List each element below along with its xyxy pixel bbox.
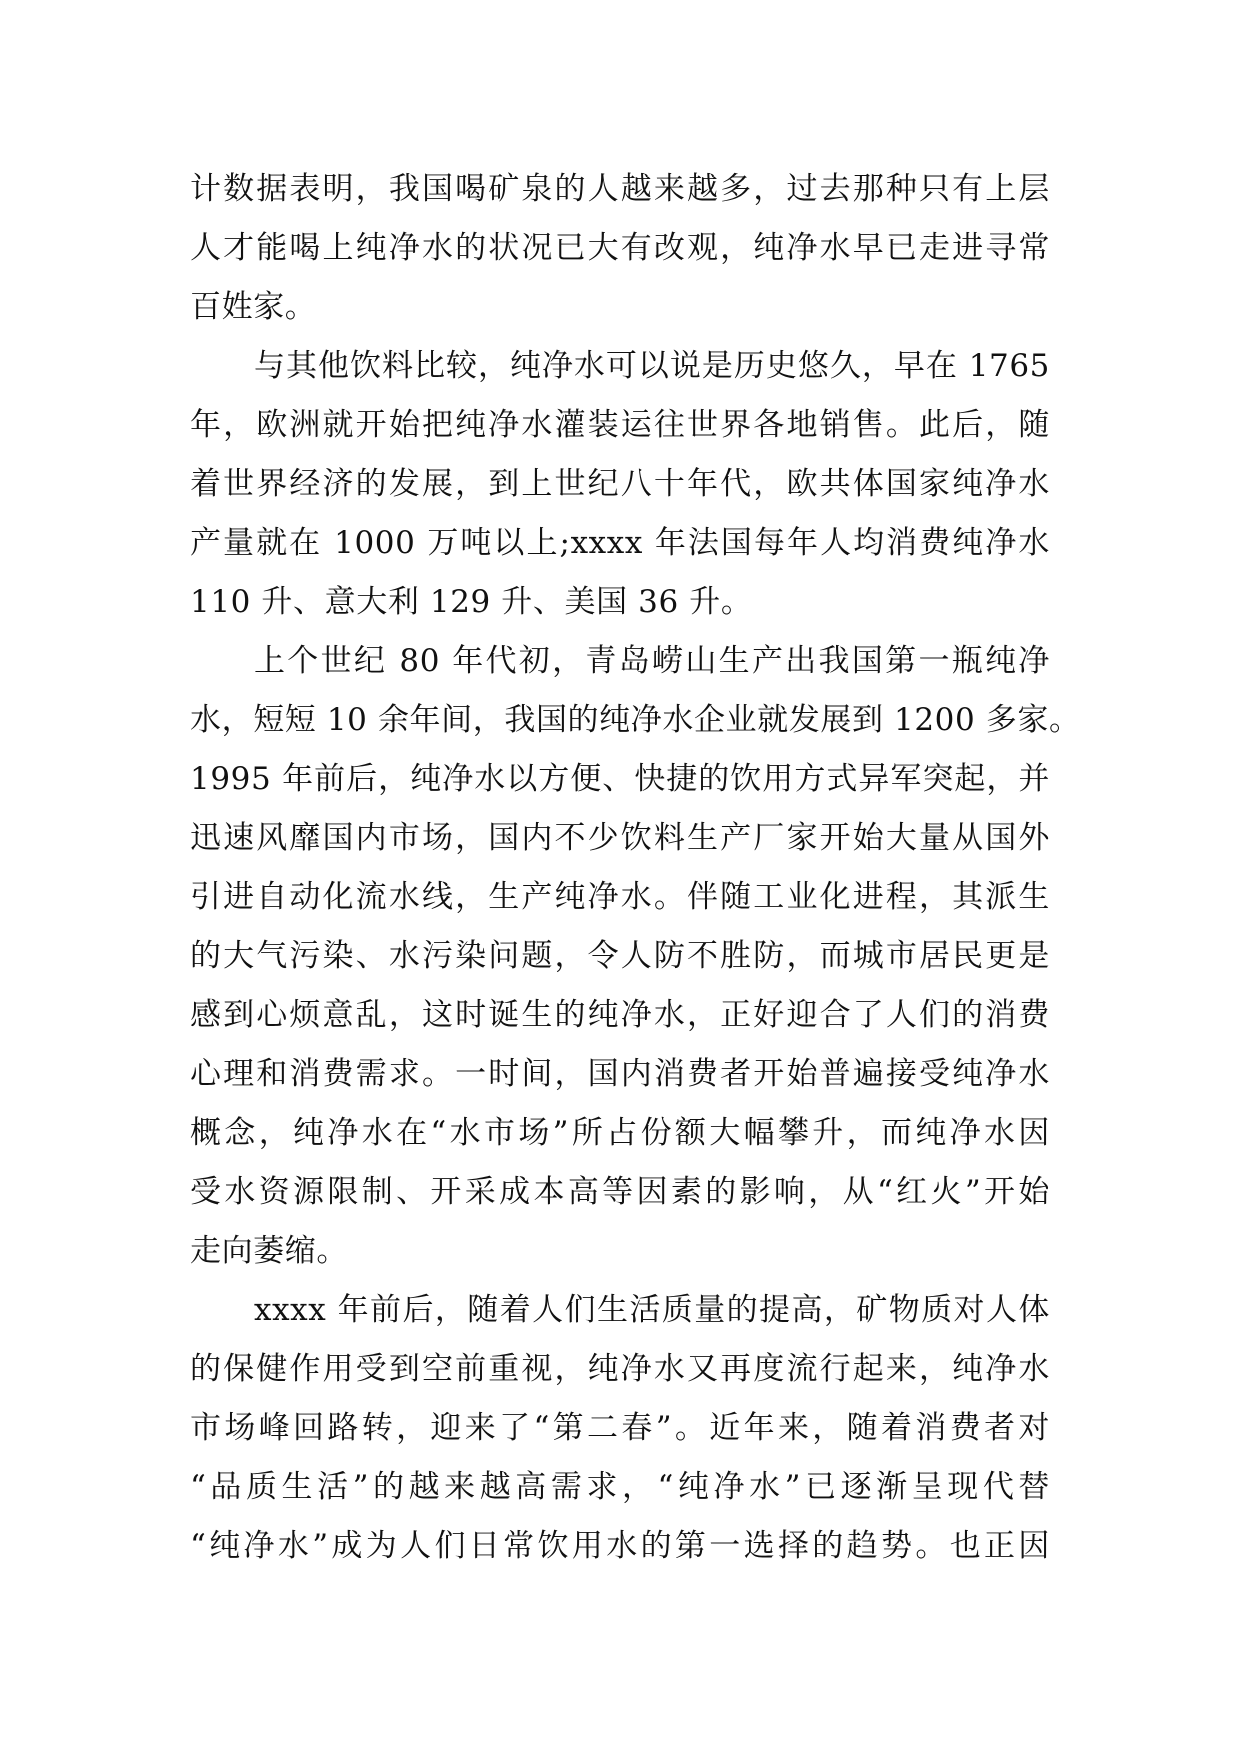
text-line: 1995 年前后，纯净水以方便、快捷的饮用方式异军突起，并 [190,761,1050,797]
text-line: 水，短短 10 余年间，我国的纯净水企业就发展到 1200 多家。 [190,702,1081,738]
paragraph-start-line: xxxx 年前后，随着人们生活质量的提高，矿物质对人体 [254,1292,1050,1328]
text-line: 着世界经济的发展，到上世纪八十年代，欧共体国家纯净水 [190,466,1050,502]
text-line: 人才能喝上纯净水的状况已大有改观，纯净水早已走进寻常 [190,230,1050,266]
text-line: 走向萎缩。 [190,1233,348,1269]
text-line: 百姓家。 [190,289,317,325]
text-line: 迅速风靡国内市场，国内不少饮料生产厂家开始大量从国外 [190,820,1050,856]
text-line: 计数据表明，我国喝矿泉的人越来越多，过去那种只有上层 [190,171,1050,207]
text-line: 概念，纯净水在“水市场”所占份额大幅攀升，而纯净水因 [190,1115,1050,1151]
text-line: 市场峰回路转，迎来了“第二春”。近年来，随着消费者对 [190,1410,1050,1446]
text-line: 产量就在 1000 万吨以上;xxxx 年法国每年人均消费纯净水 [190,525,1050,561]
text-line: 的大气污染、水污染问题，令人防不胜防，而城市居民更是 [190,938,1050,974]
text-line: 引进自动化流水线，生产纯净水。伴随工业化进程，其派生 [190,879,1050,915]
text-line: 心理和消费需求。一时间，国内消费者开始普遍接受纯净水 [190,1056,1050,1092]
document-body [190,160,1081,1576]
text-line: 受水资源限制、开采成本高等因素的影响，从“红火”开始 [190,1174,1050,1210]
text-line: “品质生活”的越来越高需求，“纯净水”已逐渐呈现代替 [190,1469,1050,1505]
paragraph-start-line: 上个世纪 80 年代初，青岛崂山生产出我国第一瓶纯净 [254,643,1050,679]
text-line: 年，欧洲就开始把纯净水灌装运往世界各地销售。此后，随 [190,407,1050,443]
paragraph-start-line: 与其他饮料比较，纯净水可以说是历史悠久，早在 1765 [254,348,1050,384]
text-line: 110 升、意大利 129 升、美国 36 升。 [190,584,753,620]
text-line: 的保健作用受到空前重视，纯净水又再度流行起来，纯净水 [190,1351,1050,1387]
text-line: “纯净水”成为人们日常饮用水的第一选择的趋势。也正因 [190,1528,1050,1564]
text-line: 感到心烦意乱，这时诞生的纯净水，正好迎合了人们的消费 [190,997,1050,1033]
